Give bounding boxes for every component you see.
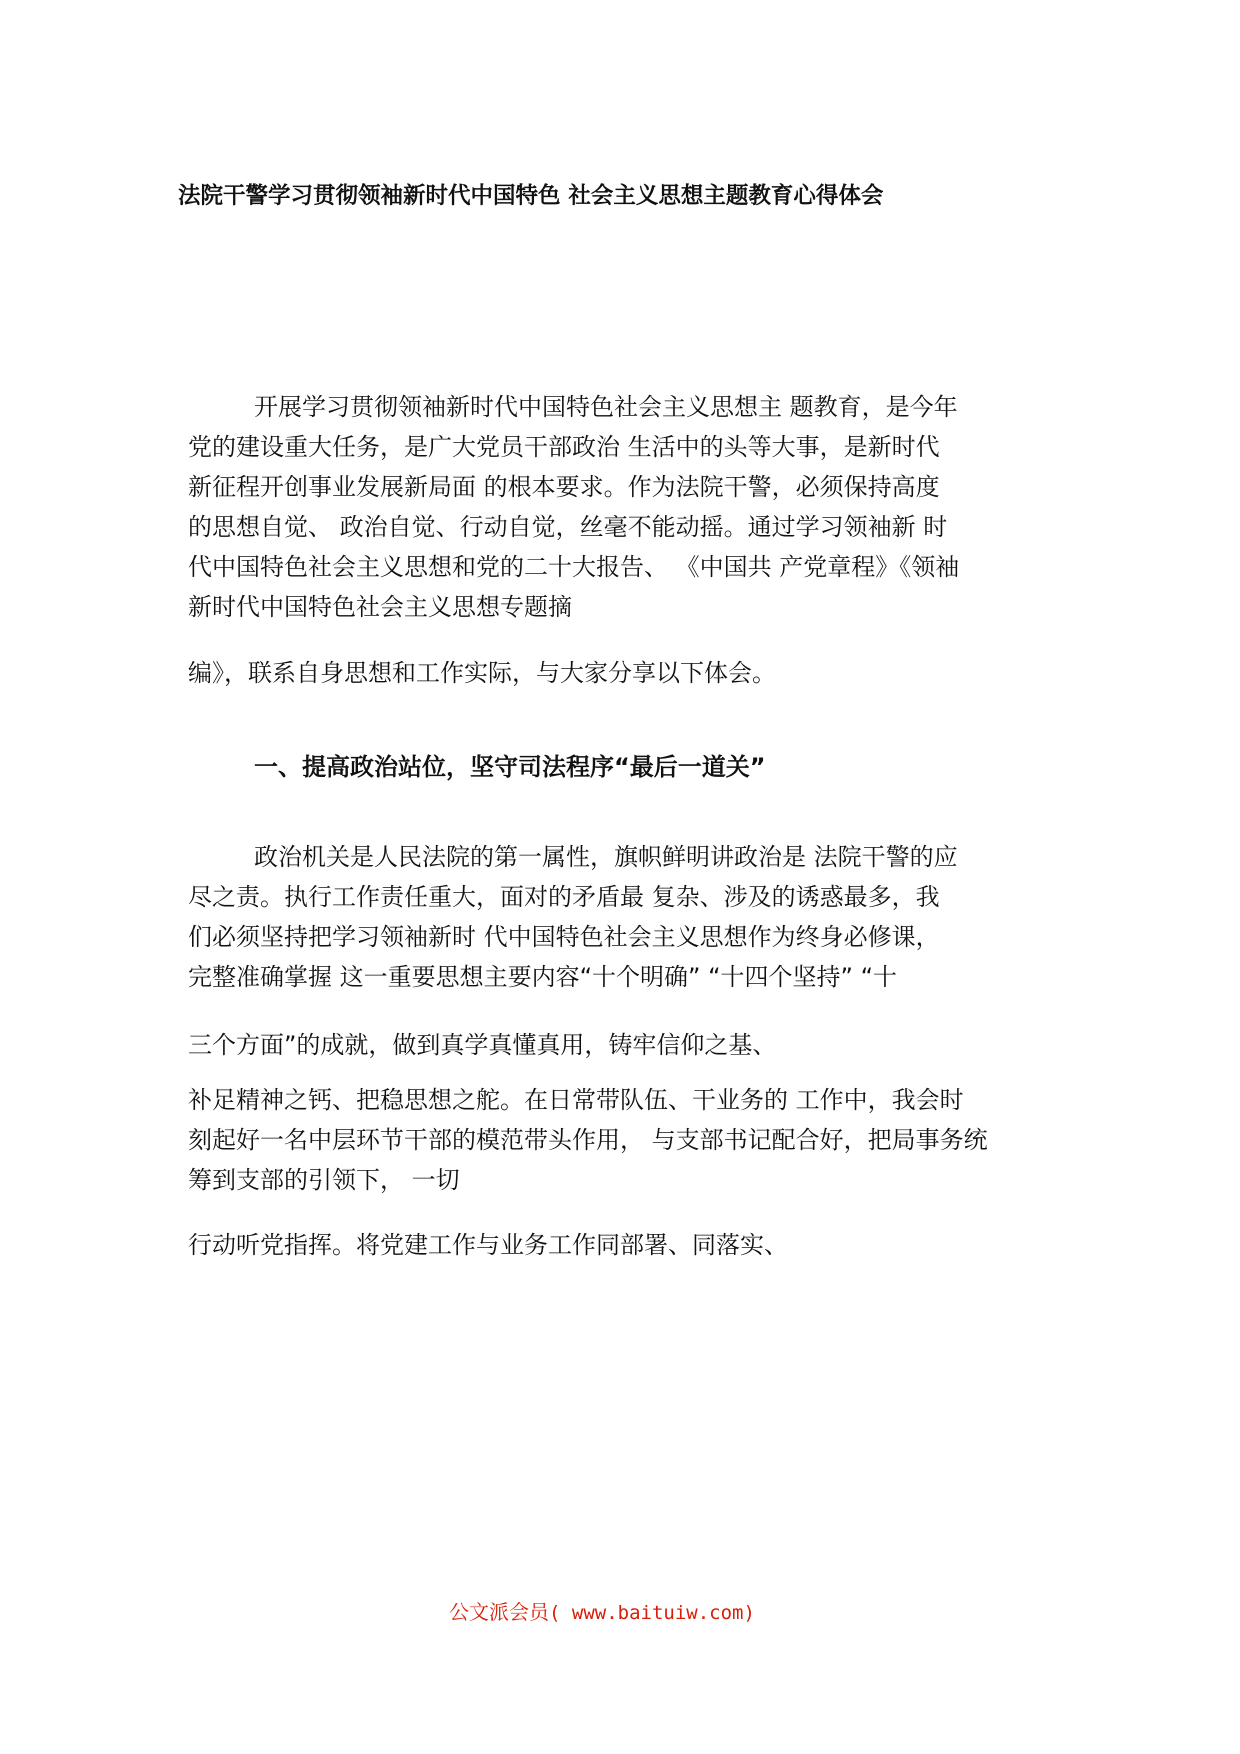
paragraph-1-line: 党的建设重大任务，是广大党员干部政治 生活中的头等大事，是新时代: [188, 433, 940, 461]
paragraph-1-line: 编》，联系自身思想和工作实际，与大家分享以下体会。: [188, 659, 776, 687]
paragraph-2-line: 刻起好一名中层环节干部的模范带头作用， 与支部书记配合好，把局事务统: [188, 1126, 988, 1154]
paragraph-2-line: 政治机关是人民法院的第一属性，旗帜鲜明讲政治是 法院干警的应: [254, 843, 958, 871]
paragraph-1-line: 的思想自觉、 政治自觉、行动自觉，丝毫不能动摇。通过学习领袖新 时: [188, 513, 948, 541]
footer-label: 公文派会员: [449, 1600, 549, 1624]
paragraph-2-line: 行动听党指挥。将党建工作与业务工作同部署、同落实、: [188, 1231, 788, 1259]
footer-link[interactable]: [449, 1596, 755, 1625]
paragraph-1-line: 新时代中国特色社会主义思想专题摘: [188, 593, 572, 621]
paragraph-2-line: 筹到支部的引领下， 一切: [188, 1166, 460, 1194]
paragraph-2-line: 完整准确掌握 这一重要思想主要内容“十个明确” “十四个坚持” “十: [188, 963, 898, 991]
paragraph-2-line: 尽之责。执行工作责任重大，面对的矛盾最 复杂、涉及的诱惑最多，我: [188, 883, 940, 911]
paragraph-1-line: 新征程开创事业发展新局面 的根本要求。作为法院干警，必须保持高度: [188, 473, 940, 501]
paragraph-1-line: 代中国特色社会主义思想和党的二十大报告、 《中国共 产党章程》《领袖: [188, 553, 960, 581]
paragraph-2-line: 们必须坚持把学习领袖新时 代中国特色社会主义思想作为终身必修课，: [188, 923, 940, 951]
paragraph-2-line: 补足精神之钙、把稳思想之舵。在日常带队伍、干业务的 工作中，我会时: [188, 1086, 964, 1114]
footer-url: ( www.baituiw.com): [549, 1602, 755, 1624]
paragraph-1-line: 开展学习贯彻领袖新时代中国特色社会主义思想主 题教育，是今年: [254, 393, 958, 421]
paragraph-2-line: 三个方面”的成就，做到真学真懂真用，铸牢信仰之基、: [188, 1031, 777, 1059]
section-heading: 一、提高政治站位，坚守司法程序“最后一道关”: [254, 753, 766, 781]
document-title: 法院干警学习贯彻领袖新时代中国特色 社会主义思想主题教育心得体会: [178, 183, 884, 209]
